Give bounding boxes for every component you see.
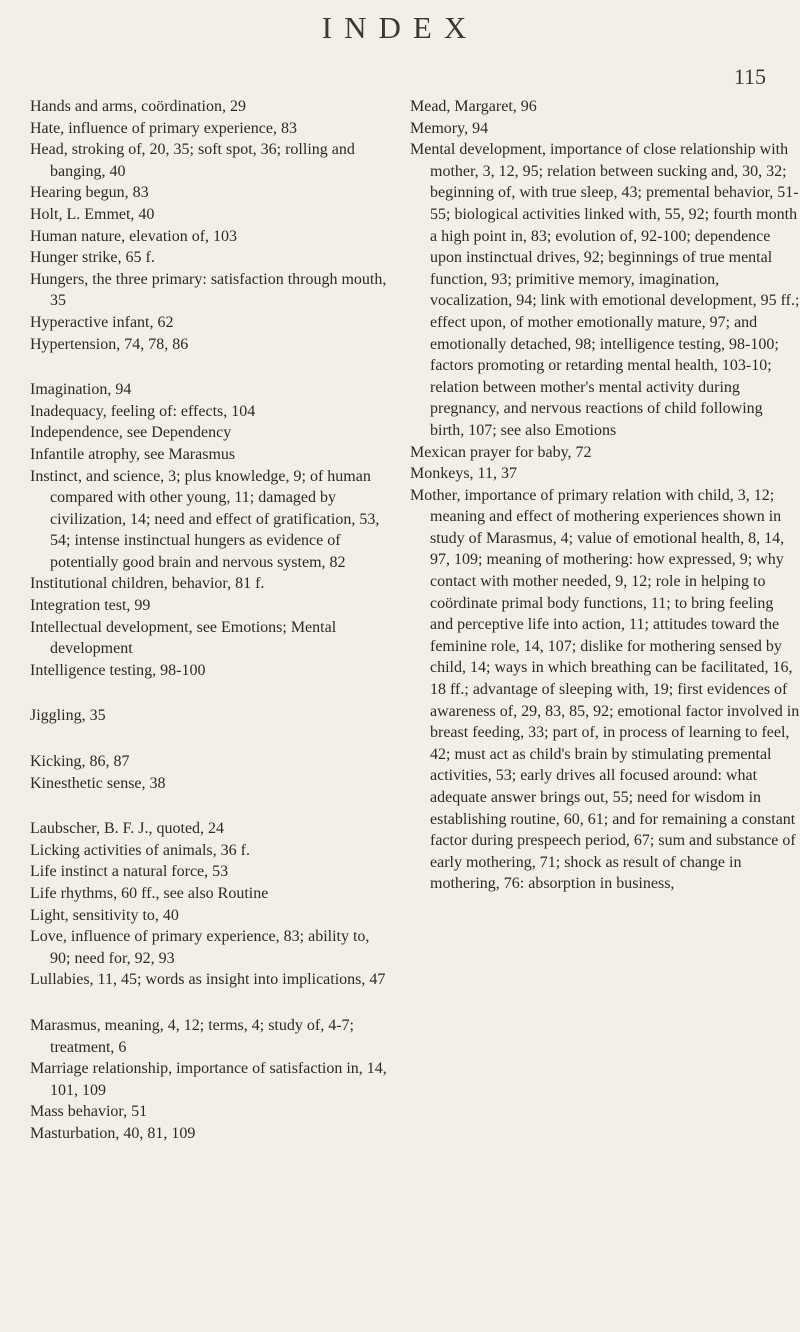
letter-gap [30, 727, 392, 751]
index-entry-monkeys: Monkeys, 11, 37 [410, 465, 517, 483]
index-entry-hands: Hands and arms, coördination, 29 [30, 98, 246, 115]
index-entry-licking: Licking activities of animals, 36 f. [30, 841, 250, 859]
index-entry-mother: Mother, importance of primary relation with child, 3, 12; meaning and effect of mothering experiences shown in study of Marasmus, 4; value of emotional health, 8, 14, 97, 109; meaning of mothering: how expressed, 9; why contact with mother needed, 9, 12; role in helping to coördinate primal body functions, 11; to bring feeling and perceptive life into action, 11; attitudes toward the feminine role, 14, 107; dislike for mothering sensed by child, 14; ways in which breathing can be facilitated, 16, 18 ff.; advantage of sleeping with, 19; first evidences of awareness of, 29, 83, 85, 92; emotional factor involved in breast feeding, 33; part of, in process of learning to feel, 42; must act as child's brain by stimulating premental activities, 53; early drives all focused around: what adequate answer brings out, 55; need for wisdom in establishing routine, 60, 61; and for remaining a constant factor during prespeech period, 67; sum and substance of early mothering, 71; shock as result of change in mothering, 76: absorption in business, [410, 486, 800, 893]
index-entry-head: Head, stroking of, 20, 35; soft spot, 36; rolling and banging, 40 [30, 141, 355, 180]
index-entry-love: Love, influence of primary experience, 83; ability to, 90; need for, 92, 93 [30, 928, 370, 967]
left-column [30, 96, 392, 1145]
right-column [410, 96, 800, 1145]
index-entry-hunger-strike: Hunger strike, 65 f. [30, 249, 155, 267]
index-entry-intellectual: Intellectual development, see Emotions; Mental development [30, 618, 337, 658]
index-entry-independence: Independence, see Dependency [30, 424, 232, 442]
index-entry-laubscher: Laubscher, B. F. J., quoted, 24 [30, 820, 225, 838]
index-entry-light: Light, sensitivity to, 40 [30, 906, 179, 924]
index-entry-imagination: Imagination, 94 [30, 381, 132, 399]
letter-gap [30, 355, 392, 379]
index-entry-lullabies: Lullabies, 11, 45; words as insight into implications, 47 [30, 971, 386, 989]
index-entry-masturbation: Masturbation, 40, 81, 109 [30, 1124, 196, 1142]
index-entry-infantile-atrophy: Infantile atrophy, see Marasmus [30, 445, 236, 463]
index-entry-mexican-prayer: Mexican prayer for baby, 72 [410, 443, 592, 461]
index-entry-mead: Mead, Margaret, 96 [410, 98, 537, 115]
index-entry-marriage: Marriage relationship, importance of satisfaction in, 14, 101, 109 [30, 1060, 387, 1099]
index-entry-hate: Hate, influence of primary experience, 83 [30, 119, 297, 137]
index-entry-hungers: Hungers, the three primary: satisfaction through mouth, 35 [30, 270, 387, 310]
index-entry-intelligence: Intelligence testing, 98-100 [30, 661, 206, 679]
index-entry-human-nature: Human nature, elevation of, 103 [30, 227, 238, 245]
index-entry-marasmus: Marasmus, meaning, 4, 12; terms, 4; study of, 4-7; treatment, 6 [30, 1016, 354, 1056]
letter-gap [30, 794, 392, 818]
index-entry-mental-development: Mental development, importance of close relationship with mother, 3, 12, 95; relation between sucking and, 30, 32; beginning of, with true sleep, 43; premental behavior, 51-55; biological activities linked with, 55, 92; fourth month a high point in, 83; evolution of, 92-100; dependence upon instinctual drives, 92; beginnings of true mental function, 93; primitive memory, imagination, vocalization, 94; link with emotional development, 95 ff.; effect upon, of mother emotionally mature, 97; and emotionally detached, 98; intelligence testing, 98-100; factors promoting or retarding mental health, 103-10; relation between mother's mental activity during pregnancy, and nervous reactions of child following birth, 107; see also Emotions [410, 141, 800, 439]
index-entry-instinct: Instinct, and science, 3; plus knowledge, 9; of human compared with other young, 11; damaged by civilization, 14; need and effect of gratification, 53, 54; intense instinctual hungers as evidence of potentially good brain and nervous system, 82 [30, 467, 380, 571]
index-title: INDEX [321, 10, 479, 45]
index-columns [30, 96, 800, 1145]
letter-gap [30, 681, 392, 705]
index-entry-life-rhythms: Life rhythms, 60 ff., see also Routine [30, 885, 269, 902]
index-entry-integration: Integration test, 99 [30, 597, 151, 615]
page-number: 115 [733, 64, 766, 89]
page-header [0, 10, 800, 70]
index-entry-inadequacy: Inadequacy, feeling of: effects, 104 [30, 402, 256, 420]
letter-gap [30, 991, 392, 1015]
index-entry-institutional: Institutional children, behavior, 81 f. [30, 575, 265, 593]
index-entry-kicking: Kicking, 86, 87 [30, 753, 130, 771]
index-entry-kinesthetic: Kinesthetic sense, 38 [30, 774, 166, 792]
index-entry-hearing: Hearing begun, 83 [30, 184, 149, 202]
index-entry-hyperactive: Hyperactive infant, 62 [30, 313, 174, 331]
index-entry-jiggling: Jiggling, 35 [30, 707, 106, 725]
index-entry-life-instinct: Life instinct a natural force, 53 [30, 863, 229, 881]
index-entry-memory: Memory, 94 [410, 119, 489, 137]
index-entry-holt: Holt, L. Emmet, 40 [30, 205, 155, 223]
index-entry-hypertension: Hypertension, 74, 78, 86 [30, 335, 189, 353]
index-entry-mass-behavior: Mass behavior, 51 [30, 1103, 148, 1121]
